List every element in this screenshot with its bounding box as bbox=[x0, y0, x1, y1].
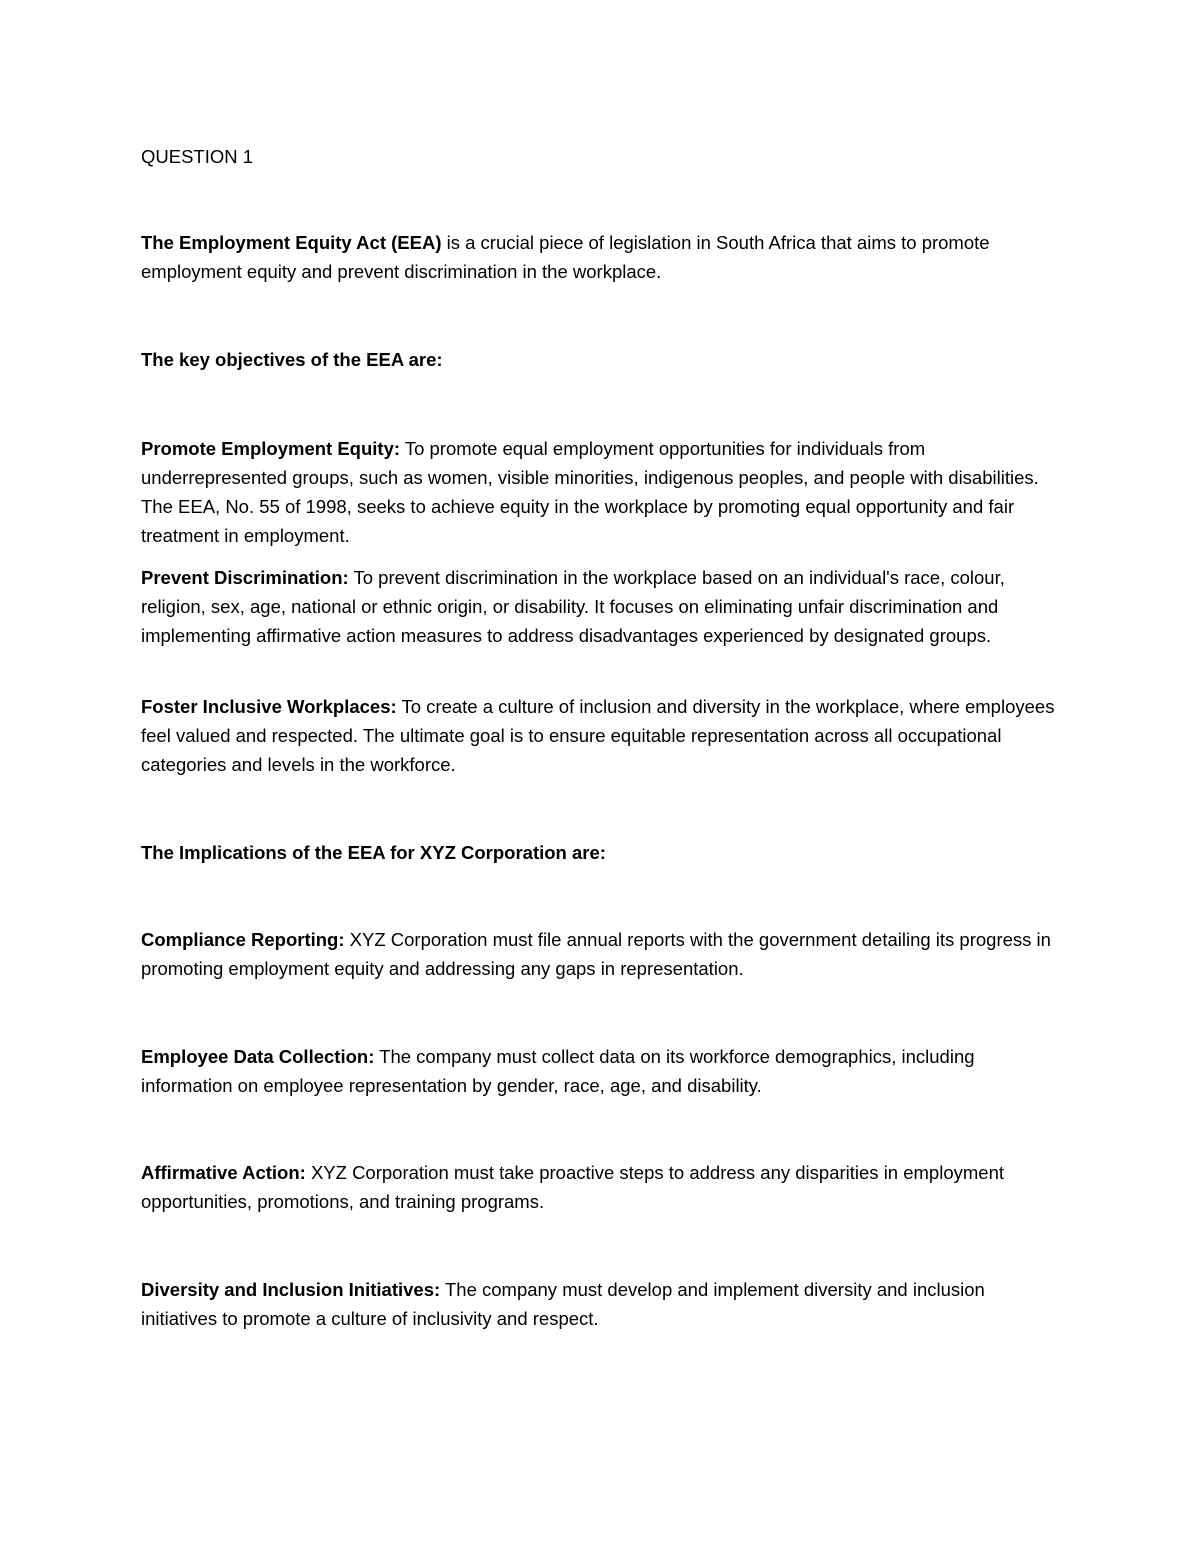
objective-item bbox=[141, 563, 1066, 650]
implication-text: The company must collect data on its workforce demographics, including information on employee representation by gender, race, age, and disability. bbox=[141, 1046, 975, 1096]
implication-label: Employee Data Collection: bbox=[141, 1046, 375, 1067]
objective-label: Promote Employment Equity: bbox=[141, 438, 401, 459]
objective-label: Prevent Discrimination: bbox=[141, 567, 349, 588]
implication-item bbox=[141, 1042, 1066, 1100]
objectives-heading: The key objectives of the EEA are: bbox=[141, 349, 443, 370]
implication-text: XYZ Corporation must file annual reports with the government detailing its progress in promoting employment equity and addressing any gaps in representation. bbox=[141, 929, 1051, 979]
implication-text: XYZ Corporation must take proactive steps to address any disparities in employment opportunities, promotions, and training programs. bbox=[141, 1162, 1004, 1212]
implication-label: Affirmative Action: bbox=[141, 1162, 306, 1183]
implication-label: Compliance Reporting: bbox=[141, 929, 345, 950]
objective-label: Foster Inclusive Workplaces: bbox=[141, 696, 397, 717]
implications-heading: The Implications of the EEA for XYZ Corporation are: bbox=[141, 842, 606, 863]
intro-text: is a crucial piece of legislation in South Africa that aims to promote employment equity and prevent discrimination in the workplace. bbox=[141, 232, 990, 282]
objective-text: To promote equal employment opportunities for individuals from underrepresented groups, such as women, visible minorities, indigenous peoples, and people with disabilities. The EEA, No. 55 of 1998, seeks to achieve equity in the workplace by promoting equal opportunity and fair treatment in employment. bbox=[141, 438, 1039, 546]
question-title: QUESTION 1 bbox=[141, 146, 254, 167]
intro-paragraph bbox=[141, 228, 1066, 286]
implication-item bbox=[141, 1158, 1066, 1216]
objective-item bbox=[141, 692, 1066, 779]
implication-label: Diversity and Inclusion Initiatives: bbox=[141, 1279, 441, 1300]
implication-text: The company must develop and implement diversity and inclusion initiatives to promote a culture of inclusivity and respect. bbox=[141, 1279, 985, 1329]
objective-text: To create a culture of inclusion and diversity in the workplace, where employees feel valued and respected. The ultimate goal is to ensure equitable representation across all occupational categories and levels in the workforce. bbox=[141, 696, 1055, 775]
intro-label: The Employment Equity Act (EEA) bbox=[141, 232, 442, 253]
implication-item bbox=[141, 925, 1066, 983]
implication-item bbox=[141, 1275, 1066, 1333]
objective-text: To prevent discrimination in the workplace based on an individual's race, colour, religion, sex, age, national or ethnic origin, or disability. It focuses on eliminating unfair discrimination and implementing affirmative action measures to address disadvantages experienced by designated groups. bbox=[141, 567, 1005, 646]
objective-item bbox=[141, 434, 1066, 550]
